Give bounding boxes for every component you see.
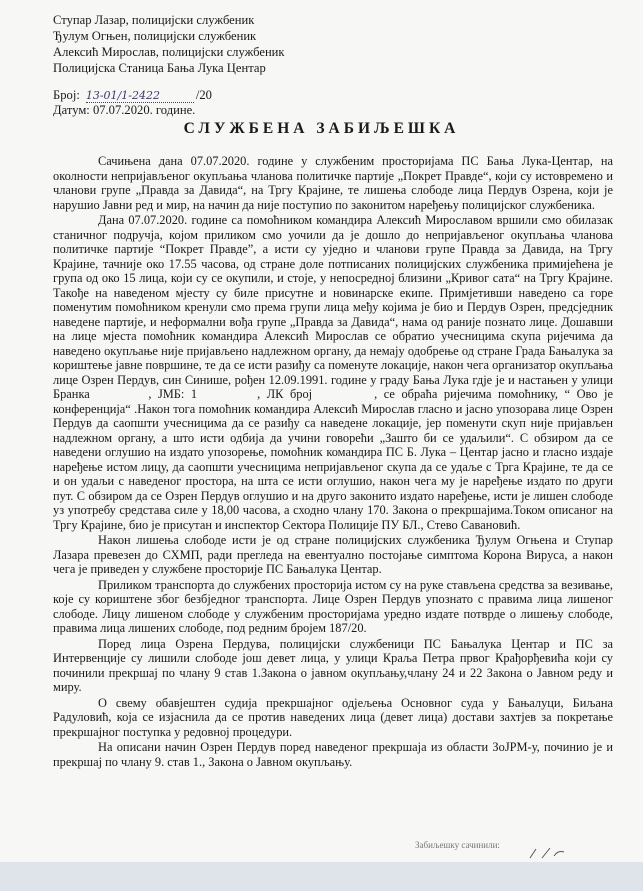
paragraph-6: О свему обавјештен судија прекршајног одјељења Основног суда у Бањалуци, Биљана Радуловић, која се изјаснила да се против наведених лица (девет лица) достави захтјев за покретање прекршајног поступка у редовној процедури. (53, 695, 613, 739)
author-line-2: Ђулум Огњен, полицијски службеник (53, 29, 257, 43)
station-line: Полицијска Станица Бања Лука Центар (53, 61, 266, 75)
author-line-1: Ступар Лазар, полицијски службеник (53, 13, 255, 27)
paragraph-2 (53, 213, 613, 532)
document-date: Датум: 07.07.2020. године. (53, 103, 196, 117)
paragraph-3: Након лишења слободе исти је од стране полицијских службеника Ђулум Огњена и Ступар Лазара превезен до СХМП, ради прегледа на евентуално постојање симптома Корона Вируса, а након чега је приведен у службене просторије ПС Бањалука Центар. (53, 533, 613, 576)
redacted-jmb (197, 390, 257, 400)
broj-handwritten-value: 13-01/1-2422 (86, 89, 194, 103)
paragraph-2-part-3: , ЛК број (257, 387, 313, 401)
reference-number (53, 88, 212, 103)
author-line-3: Алексић Мирослав, полицијски службеник (53, 45, 285, 59)
paragraph-5: Поред лица Озрена Пердува, полицијски службеници ПС Бањалука Центар и ПС за Интервенције су лишили слободе још девет лица, у улици Краља Петра првог Крађорђевића који су починили прекршај по члану 9 став 1.Закона о јавном окупљању,члану 24 и 22 Закона о Јавном реду и миру. (53, 636, 613, 694)
paragraph-7: На описани начин Озрен Пердув поред наведеног прекршаја из области ЗоЈРМ-у, починио је и прекршај по члану 9. став 1., Закона о Јавном окупљању. (53, 740, 613, 769)
signature-caption: Забиљешку сачинили: (415, 840, 500, 850)
paragraph-4: Приликом транспорта до службених просторија истом су на руке стављена средства за везивање, које су кориштене због безбједног транспорта. Лице Озрен Пердув упознато с правима лица лишеног слободе. Лицу лишеном слободе у службеним просторијама уредно издате потврде о лишењу слободе, правима лица лишених слободе, под редним бројем 187/20. (53, 577, 613, 635)
paragraph-1: Сачињена дана 07.07.2020. године у службеним просторијама ПС Бања Лука-Центар, на околности непријављеног окупљања чланова политичке партије „Покрет Правде“, који су истовремено и чланови групе „Правда за Давида“, на Тргу Крајине, те лишења слободе лица Пердув Озрена, који је нарушио Јавни ред и мир, на начин да није поступио по законитом наређењу полицијског службеника. (53, 154, 613, 212)
document-body (53, 154, 613, 770)
redacted-id-number (312, 390, 374, 400)
document-title: СЛУЖБЕНА ЗАБИЉЕШКА (183, 120, 460, 137)
paragraph-2-part-2: , ЈМБ: 1 (148, 387, 198, 401)
paragraph-2-part-4: , се обраћа ријечима помоћнику, “ Ово је конференција“ .Након тога помоћник командира Алексић Мирослав гласно и јасно упозорава лице Озрен Пердув да саопшти учесницима да се разиђу са наведене локације, јер поменути скуп није пријављен надлежном органу, а што исти одбија да учини говорећи „Зашто би се удаљили“. С обзиром да се наведени оглушио на издато упозорење, помоћник командира ПС Б. Лука – Центар јасно и гласно издаје наређење истом лицу, да саопшти учесницима непријављеног скупа да се удаље с Трга Крајине, те да се и он удаљи с наведеног простора, на шта се исти оглушио, након чега му је наређење издато по други пут. С обзиром да се Озрен Пердув оглушио и на друго законито издато наређење, исти је лишен слободе уз употребу средстава силе у 18,00 часова, а сходно члану 170. Закона о прекршајима.Током описаног на Тргу Крајине, био је присутан и инспектор Сектора Полиције ПУ БЛ., Стево Савановић. (53, 387, 613, 532)
signature-mark (528, 846, 568, 860)
redacted-address (96, 390, 148, 400)
paragraph-2-part-1: Дана 07.07.2020. године са помоћником командира Алексић Мирославом вршили смо обилазак станичног подручја, којом приликом смо уочили да је дошло до непријављеног окупљања чланова политичке партије “Покрет Правде”, а исти су уједно и чланови групе Правда за Давида, на Тргу Крајине, тачније око 17.55 часова, од стране доле потписаних полицијских службеника примијећена је група од око 15 лица, који су се окупили, и стоје, у непосредној близини „Кривог сата“ на Тргу Крајине. Такође на наведеном мјесту су биле присутне и новинарске екипе. Примјетивши наведено са горе поменутим помоћником кренули смо према групи лица међу којима је био и Пердув Озрен, предсједник наведене партије, и неформални вођа групе „Правда за Давида“, нама од раније познато лице. Дошавши на лице мјеста помоћник командира Алексић Мирослав се обратио учесницима скупа ријечима да наведено окупљање није пријављено надлежном органу, да немају одобрење од стране Града Бањалука за кориштење јавне површине, те да се исти разиђу са поменуте локације, након чега организатор окупљања лице Озрен Пердув, син Синише, рођен 12.09.1991. године у граду Бања Лука гдје је и настањен у улици Бранка (53, 213, 613, 401)
broj-label: Број: (53, 88, 80, 102)
broj-year: /20 (195, 88, 212, 102)
